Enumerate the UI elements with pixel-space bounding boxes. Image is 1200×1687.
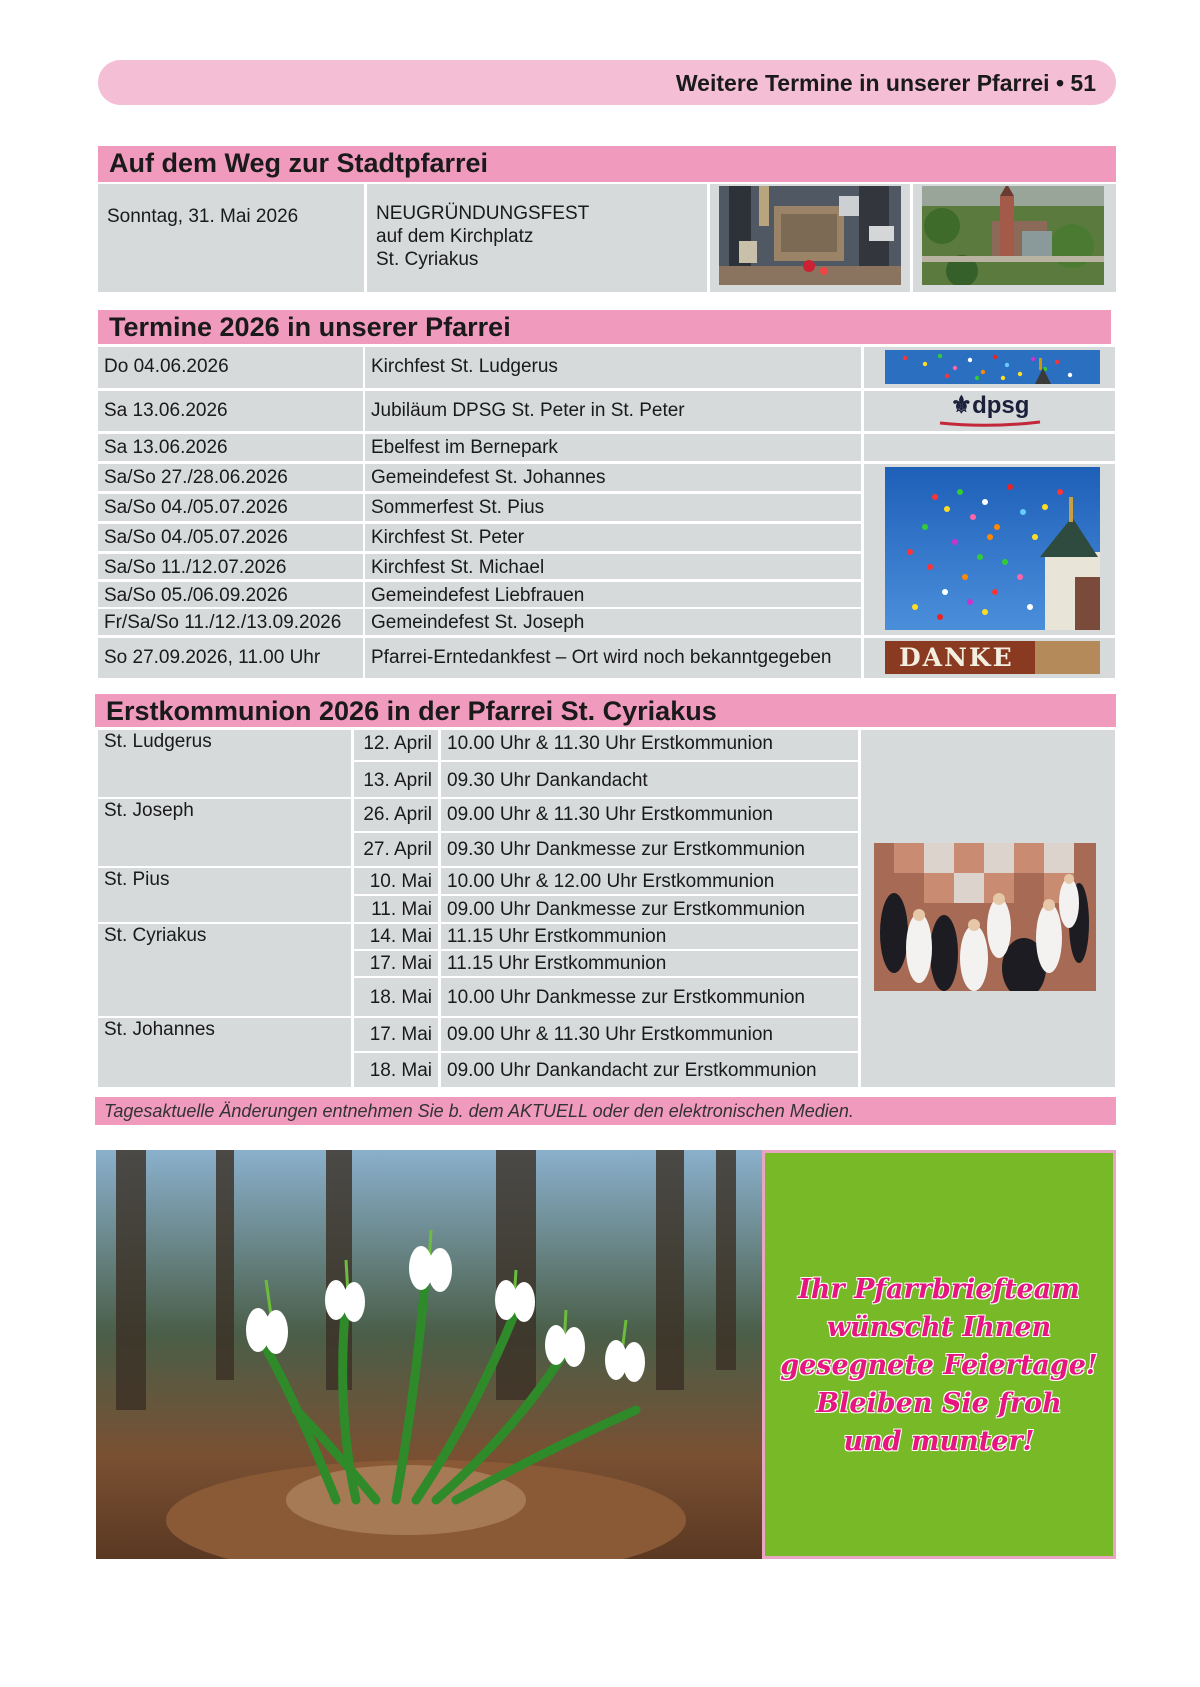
greeting-line: Ihr Pfarrbriefteam bbox=[798, 1274, 1080, 1305]
parish-name: St. Ludgerus bbox=[98, 730, 351, 797]
dpsg-swoosh-icon bbox=[930, 419, 1050, 427]
lily-icon: ⚜ bbox=[950, 392, 973, 419]
ek-date: 14. Mai bbox=[354, 924, 438, 949]
termine-event: Gemeindefest St. Johannes bbox=[365, 464, 861, 491]
ek-event: 09.30 Uhr Dankmesse zur Erstkommunion bbox=[441, 833, 858, 866]
greeting-line: Bleiben Sie froh bbox=[816, 1388, 1062, 1419]
ek-event: 09.30 Uhr Dankandacht bbox=[441, 762, 858, 797]
ek-event: 10.00 Uhr Dankmesse zur Erstkommunion bbox=[441, 978, 858, 1016]
stadtpfarrei-date-text: Sonntag, 31. Mai 2026 bbox=[107, 206, 299, 227]
snowdrop-image bbox=[96, 1150, 762, 1559]
greeting-box bbox=[762, 1150, 1116, 1559]
parish-name: St. Joseph bbox=[98, 799, 351, 866]
greeting-line: gesegnete Feiertage! bbox=[780, 1350, 1098, 1381]
termine-date: Sa/So 04./05.07.2026 bbox=[98, 524, 363, 551]
termine-event: Pfarrei-Erntedankfest – Ort wird noch bekanntgegeben bbox=[365, 638, 861, 678]
parish-name: St. Johannes bbox=[98, 1018, 351, 1087]
balloons-strip-image bbox=[885, 350, 1100, 384]
ek-date: 26. April bbox=[354, 799, 438, 831]
stadtpfarrei-event bbox=[367, 184, 707, 292]
termine-event: Kirchfest St. Michael bbox=[365, 554, 861, 579]
danke-sign-text: DANKE bbox=[899, 643, 1014, 672]
snowdrop-photo bbox=[96, 1150, 762, 1559]
termine-date: Sa/So 27./28.06.2026 bbox=[98, 464, 363, 491]
aerial-green-image bbox=[922, 186, 1104, 285]
balloons-strip-photo bbox=[885, 350, 1100, 384]
termine-date: Sa/So 04./05.07.2026 bbox=[98, 494, 363, 521]
image-cell bbox=[864, 434, 1115, 461]
termine-date: Do 04.06.2026 bbox=[98, 347, 363, 388]
first-communion-image bbox=[874, 843, 1096, 991]
ek-date: 13. April bbox=[354, 762, 438, 797]
ek-event: 09.00 Uhr Dankmesse zur Erstkommunion bbox=[441, 896, 858, 922]
termine-date: So 27.09.2026, 11.00 Uhr bbox=[98, 638, 363, 678]
danke-sign-photo bbox=[885, 641, 1100, 674]
termine-event: Gemeindefest Liebfrauen bbox=[365, 582, 861, 607]
termine-event: Sommerfest St. Pius bbox=[365, 494, 861, 521]
termine-date: Sa/So 05./06.09.2026 bbox=[98, 582, 363, 607]
parish-name: St. Cyriakus bbox=[98, 924, 351, 1016]
section-heading-erstkommunion: Erstkommunion 2026 in der Pfarrei St. Cyriakus bbox=[95, 694, 1116, 727]
parish-name: St. Pius bbox=[98, 868, 351, 922]
ek-date: 18. Mai bbox=[354, 1053, 438, 1087]
ek-date: 12. April bbox=[354, 730, 438, 760]
aerial-church-photo bbox=[719, 186, 901, 285]
termine-date: Fr/Sa/So 11./12./13.09.2026 bbox=[98, 609, 363, 635]
ek-event: 09.00 Uhr Dankandacht zur Erstkommunion bbox=[441, 1053, 858, 1087]
ek-event: 10.00 Uhr & 12.00 Uhr Erstkommunion bbox=[441, 868, 858, 894]
ek-date: 18. Mai bbox=[354, 978, 438, 1016]
aerial-church-green-photo bbox=[922, 186, 1104, 285]
termine-event: Kirchfest St. Peter bbox=[365, 524, 861, 551]
greeting-text bbox=[765, 1271, 1113, 1461]
termine-event: Ebelfest im Bernepark bbox=[365, 434, 861, 461]
ek-date: 11. Mai bbox=[354, 896, 438, 922]
termine-date: Sa 13.06.2026 bbox=[98, 391, 363, 431]
balloons-church-photo bbox=[885, 467, 1100, 630]
ek-date: 17. Mai bbox=[354, 951, 438, 976]
ek-date: 17. Mai bbox=[354, 1018, 438, 1051]
section-heading-stadtpfarrei: Auf dem Weg zur Stadtpfarrei bbox=[98, 146, 1116, 182]
event-line: St. Cyriakus bbox=[376, 249, 479, 270]
stadtpfarrei-date bbox=[98, 184, 364, 292]
event-line: NEUGRÜNDUNGSFEST bbox=[376, 203, 590, 224]
changes-note: Tagesaktuelle Änderungen entnehmen Sie b. dem AKTUELL oder den elektronischen Medien. bbox=[95, 1097, 1116, 1125]
page-header-title: Weitere Termine in unserer Pfarrei • 51 bbox=[675, 70, 1096, 96]
dpsg-logo bbox=[930, 393, 1050, 429]
ek-event: 11.15 Uhr Erstkommunion bbox=[441, 924, 858, 949]
termine-date: Sa/So 11./12.07.2026 bbox=[98, 554, 363, 579]
event-line: auf dem Kirchplatz bbox=[376, 226, 534, 247]
termine-event: Kirchfest St. Ludgerus bbox=[365, 347, 861, 388]
aerial-city-image bbox=[719, 186, 901, 285]
termine-event: Gemeindefest St. Joseph bbox=[365, 609, 861, 635]
greeting-line: wünscht Ihnen bbox=[826, 1312, 1052, 1343]
termine-date: Sa 13.06.2026 bbox=[98, 434, 363, 461]
first-communion-photo bbox=[874, 843, 1096, 991]
termine-event: Jubiläum DPSG St. Peter in St. Peter bbox=[365, 391, 861, 431]
balloons-church-image bbox=[885, 467, 1100, 630]
greeting-line: und munter! bbox=[843, 1426, 1035, 1457]
dpsg-logo-text: dpsg bbox=[972, 392, 1030, 419]
section-heading-termine: Termine 2026 in unserer Pfarrei bbox=[98, 310, 1111, 344]
ek-date: 27. April bbox=[354, 833, 438, 866]
ek-event: 10.00 Uhr & 11.30 Uhr Erstkommunion bbox=[441, 730, 858, 760]
ek-date: 10. Mai bbox=[354, 868, 438, 894]
ek-event: 09.00 Uhr & 11.30 Uhr Erstkommunion bbox=[441, 1018, 858, 1051]
ek-event: 11.15 Uhr Erstkommunion bbox=[441, 951, 858, 976]
ek-event: 09.00 Uhr & 11.30 Uhr Erstkommunion bbox=[441, 799, 858, 831]
page-header bbox=[98, 60, 1116, 105]
